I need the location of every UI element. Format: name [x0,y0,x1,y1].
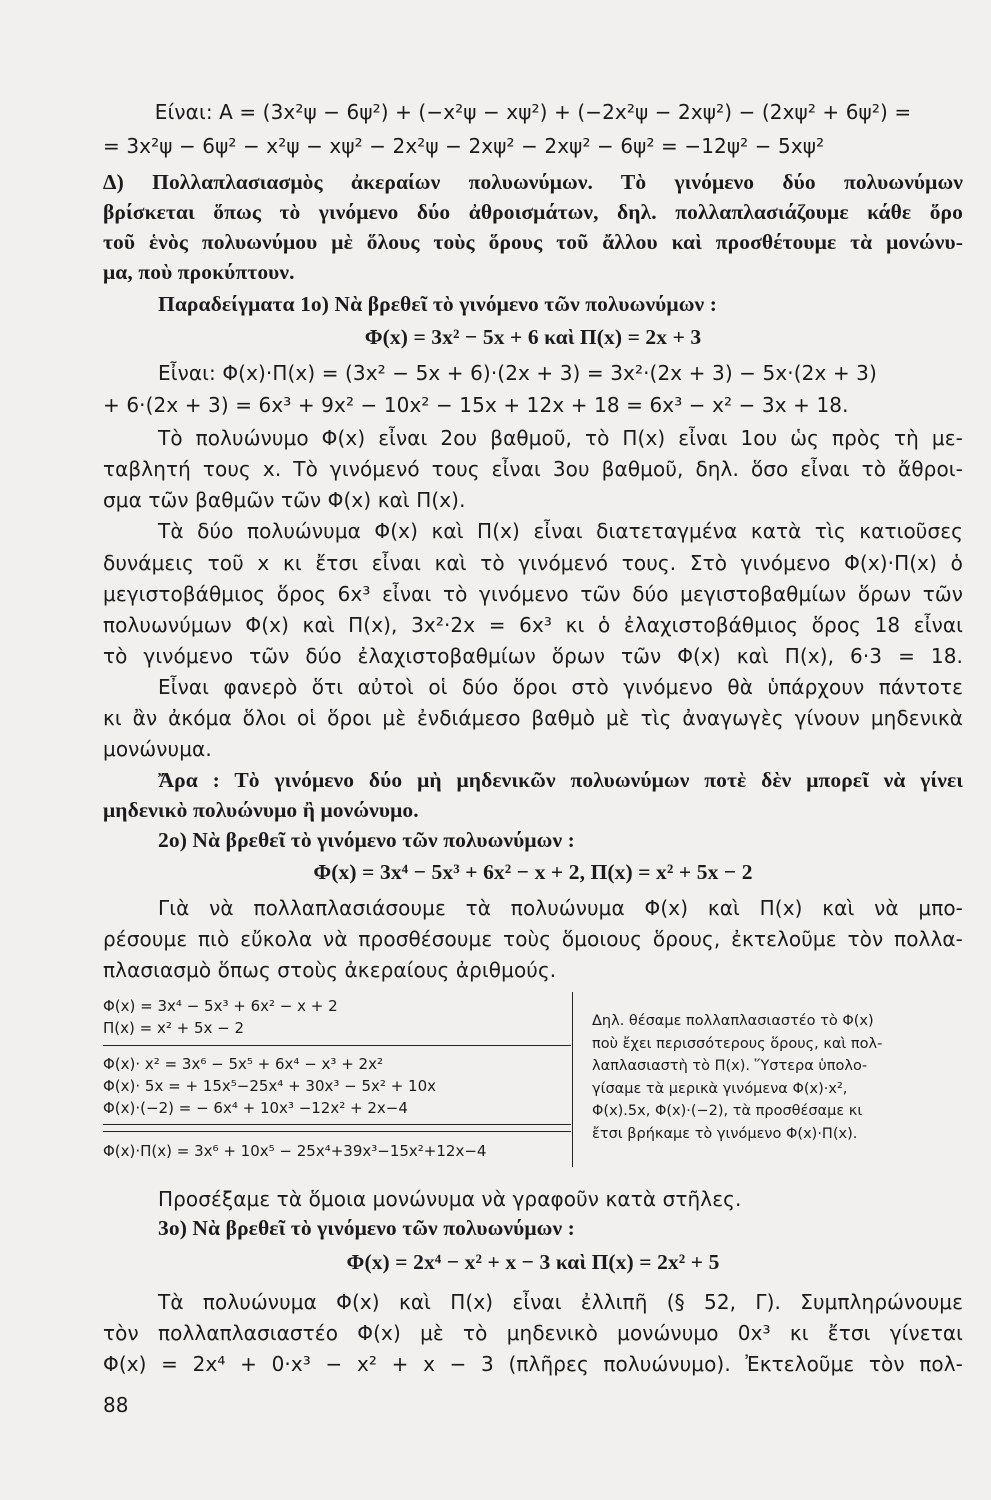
table-row: Φ(x)·(−2) = − 6x⁴ + 10x³ −12x² + 2x−4 [103,1099,408,1117]
paragraph-line: μα, ποὺ προκύπτουν. [103,260,295,284]
section-heading-multiplication: Δ) Πολλαπλασιασμὸς ἀκεραίων πολυωνύμων. Τὸ γινόμενο δύο πολυωνύμων [103,170,963,194]
paragraph-line: δυνάμεις τοῦ x κι ἔτσι εἶναι καὶ τὸ γινόμενό τους. Στὸ γινόμενο Φ(x)·Π(x) ὁ [103,551,963,575]
paragraph-line: τὸν πολλαπλασιαστέο Φ(x) μὲ τὸ μηδενικὸ μονώνυμο 0x³ κι ἔτσι γίνεται [103,1321,963,1345]
paragraph-line: ταβλητή τους x. Τὸ γινόμενό τους εἶναι 3ου βαθμοῦ, δηλ. ὅσο εἶναι τὸ ἄθροι- [103,457,963,481]
table-row: Φ(x)·Π(x) = 3x⁶ + 10x⁵ − 25x⁴+39x³−15x²+12x−4 [103,1142,487,1160]
table-rule [103,1124,571,1125]
paragraph-line: σμα τῶν βαθμῶν τῶν Φ(x) καὶ Π(x). [103,488,466,512]
example-1-computation: Εἶναι: Φ(x)·Π(x) = (3x² − 5x + 6)·(2x + 3) = 3x²·(2x + 3) − 5x·(2x + 3) [158,361,877,385]
note-line: λαπλασιαστὴ τὸ Π(x). Ὕστερα ὑπολο- [592,1058,868,1074]
paragraph-line: μονώνυμα. [103,737,212,761]
paragraph-line: πολυωνύμων Φ(x) καὶ Π(x), 3x²·2x = 6x³ κι ὁ ἐλαχιστοβάθμιος ὅρος 18 εἶναι [103,613,963,637]
multiplication-table [103,995,571,1039]
paragraph-line: τοῦ ἑνὸς πολυωνύμου μὲ ὅλους τοὺς ὅρους τοῦ ἄλλου καὶ προσθέτουμε τὰ μονώνυ- [103,230,963,254]
table-row: Φ(x)· 5x = + 15x⁵−25x⁴ + 30x³ − 5x² + 10x [103,1077,436,1095]
paragraph-line: Γιὰ νὰ πολλαπλασιάσουμε τὰ πολυώνυμα Φ(x) καὶ Π(x) καὶ νὰ μπο- [158,896,963,920]
note-line: ποὺ ἔχει περισσότερους ὅρους, καὶ πολ- [592,1035,883,1052]
paragraph-line: κι ἂν ἀκόμα ὅλοι οἱ ὅροι μὲ ἐνδιάμεσο βαθμὸ μὲ τὶς ἀναγωγὲς γίνουν μηδενικὰ [103,706,963,730]
note-line: ἔτσι βρήκαμε τὸ γινόμενο Φ(x)·Π(x). [592,1125,858,1142]
column-divider [572,992,573,1167]
paragraph-line: Εἶναι φανερὸ ὅτι αὐτοὶ οἱ δύο ὅροι στὸ γινόμενο θὰ ὑπάρχουν πάντοτε [158,675,963,699]
table-row: Φ(x) = 3x⁴ − 5x³ + 6x² − x + 2 [103,997,338,1015]
example-1-computation: + 6·(2x + 3) = 6x³ + 9x² − 10x² − 15x + 12x + 18 = 6x³ − x² − 3x + 18. [103,393,849,417]
paragraph-line: τὸ γινόμενο τῶν δύο ἐλαχιστοβαθμίων ὅρων τῶν Φ(x) καὶ Π(x), 6·3 = 18. [103,644,963,668]
conclusion-statement: μηδενικὸ πολυώνυμο ἢ μονώνυμο. [103,798,419,822]
note-line: Φ(x).5x, Φ(x)·(−2), τὰ προσθέσαμε κι [592,1103,863,1119]
paragraph-line: ρέσουμε πιὸ εὔκολα νὰ προσθέσουμε τοὺς ὅμοιους ὅρους, ἐκτελοῦμε τὸν πολλα- [103,927,963,951]
example-2-heading: 2ο) Νὰ βρεθεῖ τὸ γινόμενο τῶν πολυωνύμων : [158,828,575,852]
table-row: Π(x) = x² + 5x − 2 [103,1019,245,1037]
side-note [592,1010,962,1145]
paragraph-line: βρίσκεται ὅπως τὸ γινόμενο δύο ἀθροισμάτων, δηλ. πολλαπλασιάζουμε κάθε ὅρο [103,200,963,224]
conclusion-statement: Ἄρα : Τὸ γινόμενο δύο μὴ μηδενικῶν πολυωνύμων ποτὲ δὲν μπορεῖ νὰ γίνει [158,768,963,792]
paragraph-line: Προσέξαμε τὰ ὅμοια μονώνυμα νὰ γραφοῦν κατὰ στῆλες. [158,1187,742,1211]
example-3-heading: 3ο) Νὰ βρεθεῖ τὸ γινόμενο τῶν πολυωνύμων : [158,1216,575,1240]
paragraph-line: Φ(x) = 2x⁴ + 0·x³ − x² + x − 3 (πλῆρες πολυώνυμο). Ἐκτελοῦμε τὸν πολ- [103,1352,963,1376]
expression-line-2: = 3x²ψ − 6ψ² − x²ψ − xψ² − 2x²ψ − 2xψ² − 2xψ² − 6ψ² = −12ψ² − 5xψ² [103,134,825,158]
paragraph-line: πλασιασμὸ ὅπως στοὺς ἀκεραίους ἀριθμούς. [103,958,557,982]
example-1-polynomials: Φ(x) = 3x² − 5x + 6 καὶ Π(x) = 2x + 3 [364,325,702,349]
example-3-polynomials: Φ(x) = 2x⁴ − x² + x − 3 καὶ Π(x) = 2x² + 5 [346,1250,720,1274]
example-2-polynomials: Φ(x) = 3x⁴ − 5x³ + 6x² − x + 2, Π(x) = x² + 5x − 2 [313,860,753,884]
partial-products [103,1053,571,1119]
page-number: 88 [103,1393,129,1417]
paragraph-line: Τὰ πολυώνυμα Φ(x) καὶ Π(x) εἶναι ἐλλιπῆ (§ 52, Γ). Συμπληρώνουμε [158,1290,963,1314]
note-line: γίσαμε τὰ μερικὰ γινόμενα Φ(x)·x², [592,1080,848,1097]
table-row: Φ(x)· x² = 3x⁶ − 5x⁵ + 6x⁴ − x³ + 2x² [103,1055,383,1073]
expression-line-1: Είναι: A = (3x²ψ − 6ψ²) + (−x²ψ − xψ²) + (−2x²ψ − 2xψ²) − (2xψ² + 6ψ²) = [154,100,912,124]
paragraph-line: Τὸ πολυώνυμο Φ(x) εἶναι 2ου βαθμοῦ, τὸ Π(x) εἶναι 1ου ὡς πρὸς τὴ με- [158,426,963,450]
example-1-heading: Παραδείγματα 1ο) Νὰ βρεθεῖ τὸ γινόμενο τῶν πολυωνύμων : [158,292,717,316]
paragraph-line: μεγιστοβάθμιος ὅρος 6x³ εἶναι τὸ γινόμενο τῶν δύο μεγιστοβαθμίων ὅρων τῶν [103,582,963,606]
table-rule [103,1045,571,1046]
note-line: Δηλ. θέσαμε πολλαπλασιαστέο τὸ Φ(x) [592,1013,874,1029]
paragraph-line: Τὰ δύο πολυώνυμα Φ(x) καὶ Π(x) εἶναι διατεταγμένα κατὰ τὶς κατιοῦσες [158,519,963,543]
table-rule [103,1131,571,1132]
product-result [103,1140,571,1162]
